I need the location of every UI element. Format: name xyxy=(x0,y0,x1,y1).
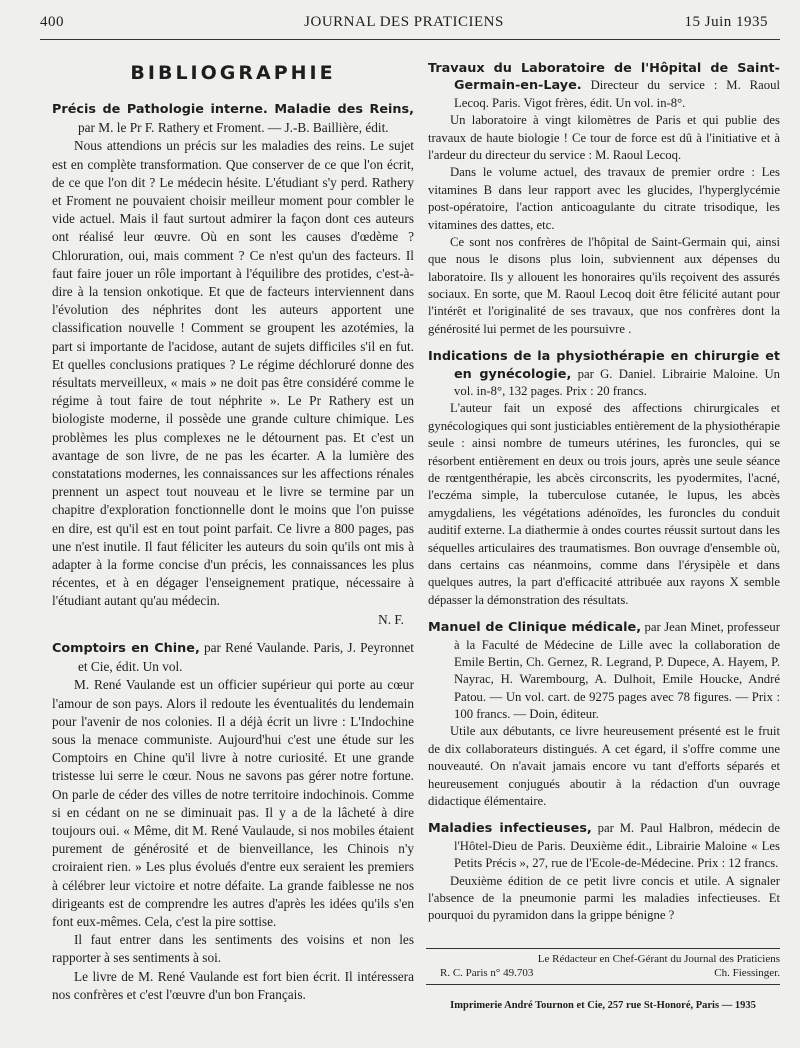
review-entry xyxy=(428,60,780,338)
printer-line: Imprimerie André Tournon et Cie, 257 rue St-Honoré, Paris — 1935 xyxy=(450,1000,756,1011)
book-title: Maladies infectieuses, xyxy=(428,821,592,837)
review-text: M. René Vaulande est un officier supérieur qui porte au cœur l'amour de son pays. Alors il redoute les éventualités du lendemain pour l'avenir de nos colonies. Il a déjà écrit un livre : L'Indochine sous la menace communiste. Aujourd'hui c'est une étude sur les Comptoirs en Chine qu'il livre à notre curiosité. Et une grande tristesse lui serre le cœur. Nous ne savons pas gérer notre fortune. On parle de céder des villes de notre territoire indochinois. Comme si en cédant on ne se diminuait pas. Il y a de la lâcheté à dire toujours oui. « Même, dit M. René Vaulaude, si nos mobiles étaient purement de générosité et de bienveillance, les Chinois n'y croiraient rien. » Les plus évolués d'entre eux seraient les premiers à célébrer leur victoire et notre défaite. La grande faiblesse ne nos dirigeants est de comprendre les autres d'après les idées qu'ils s'en font eux-mêmes. Cela, c'est la pire sottise. xyxy=(52,677,414,929)
book-title: Manuel de Clinique médicale, xyxy=(428,620,642,636)
book-title: Précis de Pathologie interne. Maladie des Reins, xyxy=(52,102,414,117)
left-column xyxy=(52,60,414,1014)
entry-heading xyxy=(52,639,414,676)
book-details: par Jean Minet, professeur à la Faculté de Médecine de Lille avec la collaboration de Emile Bertin, Ch. Gernez, R. Legrand, P. Dupece, A. Hayem, P. Nayrac, H. Warembourg, A. Dulhoit, Emile Houcke, André Patou. — Un vol. cart. de 9275 pages avec 78 figures. — Prix : 100 francs. — Doin, éditeur. xyxy=(454,620,780,722)
footer-rule-2 xyxy=(426,984,780,985)
review-text: Dans le volume actuel, des travaux de premier ordre : Les vitamines B dans leur rapport avec les glucides, l'hyperglycémie post-opératoire, l'action anticoagulante du citrate trisodique, les vitamines des dattes, etc. xyxy=(428,165,780,232)
review-text: Deuxième édition de ce petit livre concis et utile. A signaler l'absence de la pneumonie parmi les maladies infectieuses. Et pourquoi du pyramidon dans la grippe bénigne ? xyxy=(428,873,780,923)
review-text: Nous attendions un précis sur les maladies des reins. Le sujet est en complète transformation. Que conserver de ce que l'on écrit, de ce que l'on dit ? Le médecin hésite. L'étudiant s'y perd. Rathery et Froment ne pouvaient choisir meilleur moment pour combler le vide actuel. Mais il faut surtout admirer la façon dont ces auteurs ont réalisé leur œuvre. Où en sont les causes d'œdème ? Chloruration, oui, mais comment ? Ce n'est qu'un des facteurs. Il faut faire jouer un rôle important à l'équilibre des protides, c'est-à-dire à la tension onkotique. Et que de facteurs interviennent dans l'évolution des néphrites dont les auteurs apportent une classification nouvelle ! Comment se groupent les azotémies, la part si importante de l'acidose, autant de sujets difficiles s'il en fut. Et quelles conclusions pratiques ? Le régime déchloruré donne des résultats merveilleux, « mais » ne doit pas être considéré comme le régime à tout faire de tout néphrite ». Le Pr Rathery est un biologiste moderne, il possède une grande culture chimique. Les problèmes les plus complexes ne le détournent pas. Et c'est un avantage de son livre, de ne pas les écarter. A la lumière des constatations modernes, les connaissances sur les affections rénales prennent un aspect tout nouveau et le livre se termine par un chapitre d'exploration fonctionnelle dont le moins que l'on puisse en dire, est qu'il est en tout point parfait. Ce livre a 800 pages, pas une n'est inutile. Il faut féliciter les auteurs du soin qu'ils ont mis à adapter à la forme concise d'un précis, les connaissances les plus récentes, et à en dégager l'enseignement pratique, nécessaire à l'étudiant autant qu'au médecin. xyxy=(52,138,414,609)
book-details: par M. Paul Halbron, médecin de l'Hôtel-Dieu de Paris. Deuxième édit., Librairie Maloine « Les Petits Précis », 27, rue de l'Ecole-de-Médecine. Prix : 12 francs. xyxy=(454,821,780,871)
rc-number: R. C. Paris n° 49.703 xyxy=(440,967,534,979)
section-title: BIBLIOGRAPHIE xyxy=(130,62,336,84)
editor-name: Ch. Fiessinger. xyxy=(714,967,780,979)
review-text: Il faut entrer dans les sentiments des voisins et non les rapporter à ses sentiments à soi. xyxy=(52,932,414,966)
book-details: Directeur du service : M. Raoul Lecoq. Paris. Vigot frères, édit. Un vol. in-8°. xyxy=(454,78,780,110)
entry-heading xyxy=(52,100,414,137)
book-title: Travaux du Laboratoire de l'Hôpital de Saint-Germain-en-Laye. xyxy=(428,61,780,94)
review-entry xyxy=(428,348,780,609)
book-details: par G. Daniel. Librairie Maloine. Un vol. in-8°, 132 pages. Prix : 20 francs. xyxy=(454,366,780,399)
journal-title: JOURNAL DES PRATICIENS xyxy=(304,14,504,30)
review-entry xyxy=(52,100,414,629)
review-entry xyxy=(52,639,414,1004)
entry-heading xyxy=(428,348,780,400)
review-text: Un laboratoire à vingt kilomètres de Paris et qui publie des travaux de haute biologie ! Ce tour de force est dû à l'initiative et à l'ardeur du directeur du service : M. Raoul Lecoq. xyxy=(428,113,780,162)
review-text: Utile aux débutants, ce livre heureusement présenté est le fruit de dix collaborateurs distingués. A cet égard, il s'offre comme une nouveauté. On n'avait jamais encore vu tant d'efforts séparés et heureusement conjugués aboutir à la rédaction d'un ouvrage didactique élémentaire. xyxy=(428,724,780,809)
entry-heading xyxy=(428,820,780,872)
review-entry xyxy=(428,820,780,924)
right-column xyxy=(428,60,780,935)
registration-line xyxy=(440,967,780,979)
book-details: par M. le Pr F. Rathery et Froment. — J.-B. Baillière, édit. xyxy=(78,120,389,136)
review-signature: N. F. xyxy=(378,611,404,627)
book-title: Comptoirs en Chine, xyxy=(52,640,200,656)
page-number: 400 xyxy=(40,14,64,30)
footer-rule xyxy=(426,948,780,949)
book-details: par René Vaulande. Paris, J. Peyronnet et Cie, édit. Un vol. xyxy=(78,639,415,675)
review-entry xyxy=(428,619,780,810)
redacteur-line: Le Rédacteur en Chef-Gérant du Journal des Praticiens xyxy=(537,953,780,965)
entry-heading xyxy=(428,619,780,723)
review-text: L'auteur fait un exposé des affections chirurgicales et gynécologiques qui sont justiciables entièrement de la physiothérapie seule : ainsi nombre de tumeurs utérines, les furoncles, qui se résorbent entièrement en deux ou trois jours, après une seule séance de rœntgenthérapie, les abcès circonscrits, les pyodermites, l'acné, l'eczéma simple, la tuberculose cutanée, le lupus, les abcès amygdaliens, les végétations adénoïdes, les furoncles du conduit auditif externe. La diathermie à ondes courtes réussit surtout dans les séquelles articulaires des traumatismes. Bon ouvrage d'ensemble où, dans certains cas néanmoins, comme dans l'érysipèle et dans quelques autres, la part d'efficacité attribuée aux rayons X semble dépasser la démonstration des résultats. xyxy=(428,401,780,607)
review-text: Ce sont nos confrères de l'hôpital de Saint-Germain qui, ainsi que nous le disons plus loin, subviennent aux dépenses du laboratoire. Ils y allouent les honoraires qu'ils reçoivent des assurés sociaux. En sorte, que M. Raoul Lecoq doit être félicité autant pour l'intérêt et l'originalité de ses travaux, que nos confrères dont la générosité lui permet de les poursuivre . xyxy=(428,234,780,336)
page-header xyxy=(40,14,768,36)
issue-date: 15 Juin 1935 xyxy=(684,14,768,30)
book-title: Indications de la physiothérapie en chirurgie et en gynécologie, xyxy=(428,349,780,382)
entry-heading xyxy=(428,60,780,112)
header-rule xyxy=(40,39,780,40)
review-text: Le livre de M. René Vaulande est fort bien écrit. Il intéressera nos confrères et c'est l'œuvre d'un bon Français. xyxy=(52,968,414,1002)
